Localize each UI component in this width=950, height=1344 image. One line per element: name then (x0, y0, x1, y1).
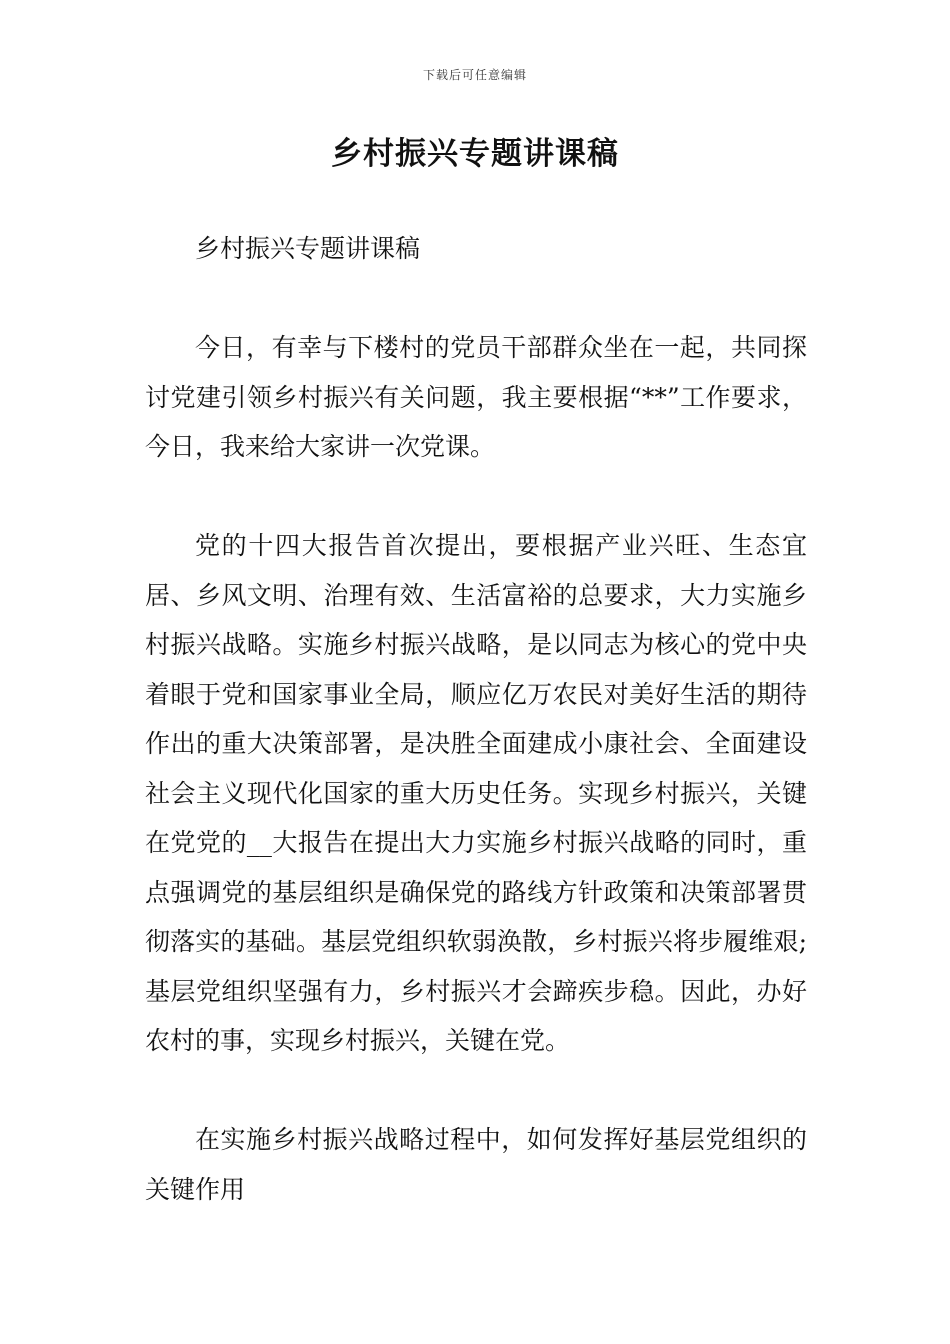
document-title: 乡村振兴专题讲课稿 (331, 136, 619, 172)
header-note: 下载后可任意编辑 (422, 68, 527, 82)
paragraph-subtitle: 乡村振兴专题讲课稿 (195, 234, 421, 263)
paragraph-main: 党的十四大报告首次提出，要根据产业兴旺、生态宜居、乡风文明、治理有效、生活富裕的总要求，大力实施乡村振兴战略。实施乡村振兴战略，是以同志为核心的党中央着眼于党和国家事业全局，顺应亿万农民对美好生活的期待作出的重大决策部署，是决胜全面建成小康社会、全面建设社会主义现代化国家的重大历史任务。实现乡村振兴，关键在党党的__大报告在提出大力实施乡村振兴战略的同时，重点强调党的基层组织是确保党的路线方针政策和决策部署贯彻落实的基础。基层党组织软弱涣散，乡村振兴将步履维艰;基层党组织坚强有力，乡村振兴才会蹄疾步稳。因此，办好农村的事，实现乡村振兴，关键在党。 (145, 531, 807, 1055)
document-body (145, 224, 807, 1214)
paragraph-intro: 今日，有幸与下楼村的党员干部群众坐在一起，共同探讨党建引领乡村振兴有关问题，我主要根据“**”工作要求，今日，我来给大家讲一次党课。 (145, 333, 807, 461)
paragraph-question: 在实施乡村振兴战略过程中，如何发挥好基层党组织的关键作用 (145, 1125, 807, 1204)
